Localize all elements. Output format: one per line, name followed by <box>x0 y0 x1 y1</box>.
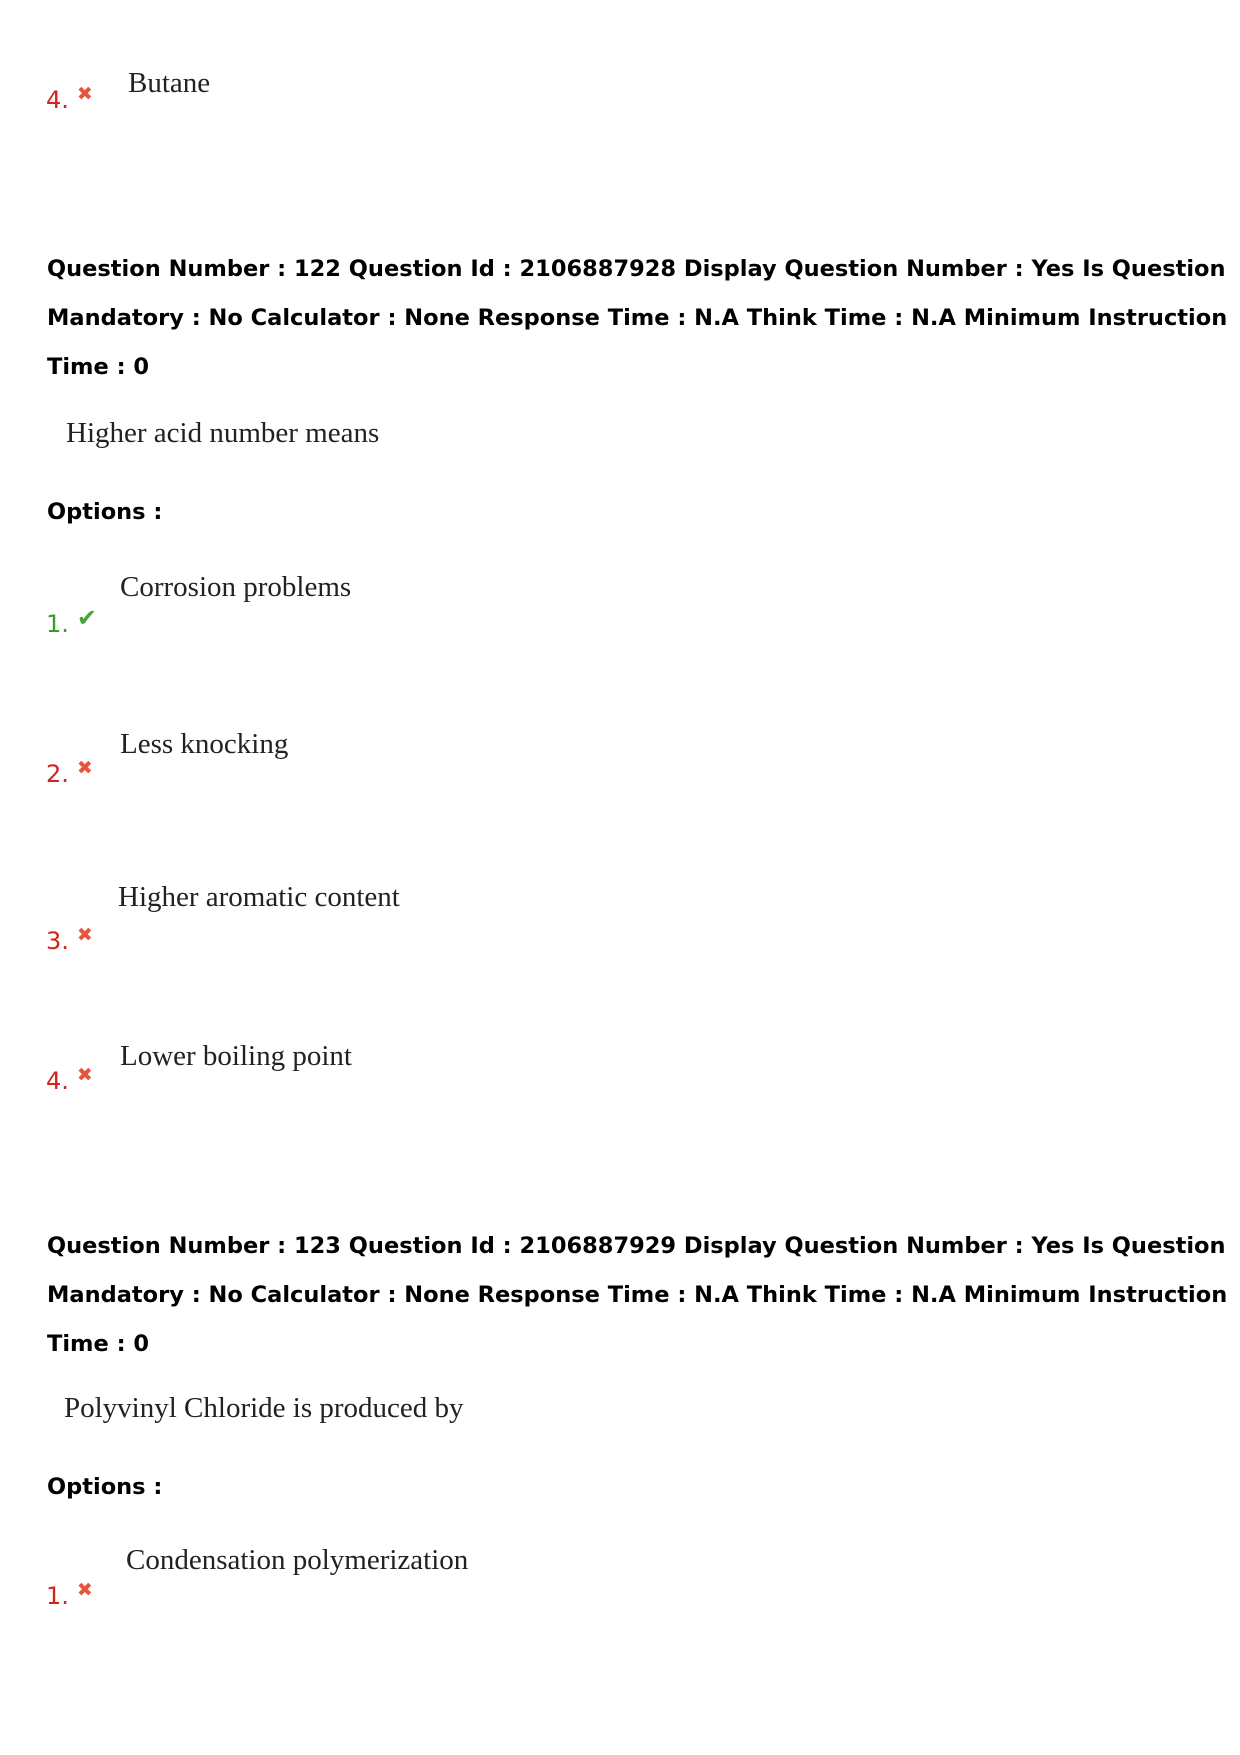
option-3-text: Higher aromatic content <box>118 881 400 913</box>
cross-icon: ✖ <box>76 757 93 779</box>
meta-line: Mandatory : No Calculator : None Response Time : N.A Think Time : N.A Minimum Instruction <box>47 305 1228 331</box>
meta-line: Time : 0 <box>47 354 150 380</box>
option-number: 2. <box>46 760 69 788</box>
question-123-meta <box>47 1222 1228 1369</box>
option-1-marker <box>46 604 98 638</box>
option-4-text: Lower boiling point <box>120 1040 352 1072</box>
question-122-text: Higher acid number means <box>66 417 380 449</box>
option-number: 1. <box>46 1582 69 1610</box>
option-number: 3. <box>46 927 69 955</box>
option-2-text: Less knocking <box>120 728 289 760</box>
option-4-marker <box>46 1064 93 1095</box>
meta-line: Mandatory : No Calculator : None Response Time : N.A Think Time : N.A Minimum Instruction <box>47 1282 1228 1308</box>
option-number: 4. <box>46 1067 69 1095</box>
meta-line: Time : 0 <box>47 1331 150 1357</box>
cross-icon: ✖ <box>76 924 93 946</box>
option-1-marker <box>46 1579 93 1610</box>
option-4-text: Butane <box>128 67 211 99</box>
question-123-text: Polyvinyl Chloride is produced by <box>64 1392 464 1424</box>
cross-icon: ✖ <box>76 83 93 105</box>
option-number: 1. <box>46 610 69 638</box>
option-1-text: Condensation polymerization <box>126 1544 469 1576</box>
cross-icon: ✖ <box>76 1579 93 1601</box>
option-1-text: Corrosion problems <box>120 571 352 603</box>
options-label: Options : <box>47 499 163 525</box>
meta-line: Question Number : 122 Question Id : 2106887928 Display Question Number : Yes Is Question <box>47 256 1226 282</box>
option-number: 4. <box>46 86 69 114</box>
option-2-marker <box>46 757 93 788</box>
options-label: Options : <box>47 1474 163 1500</box>
option-3-marker <box>46 924 93 955</box>
check-icon: ✔ <box>76 604 98 632</box>
question-122-meta <box>47 245 1228 392</box>
option-4-marker <box>46 83 93 114</box>
cross-icon: ✖ <box>76 1064 93 1086</box>
meta-line: Question Number : 123 Question Id : 2106887929 Display Question Number : Yes Is Question <box>47 1233 1226 1259</box>
